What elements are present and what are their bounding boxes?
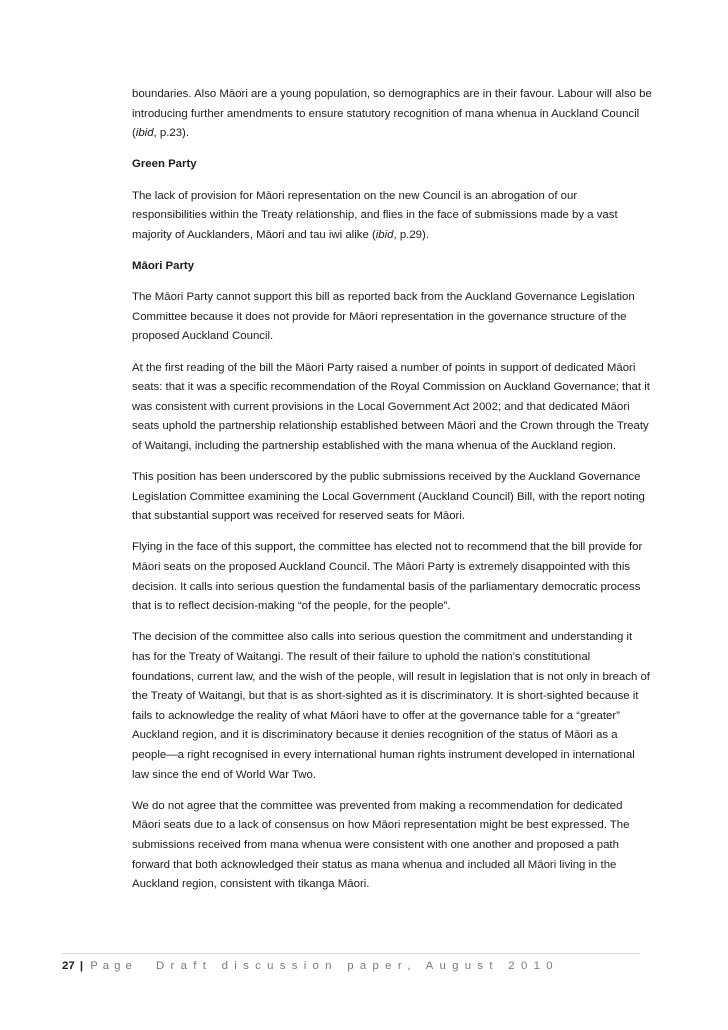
body-paragraph <box>132 288 652 347</box>
page-number: 27 <box>62 960 75 972</box>
body-paragraph <box>132 187 652 246</box>
page-label: Page <box>90 960 137 972</box>
document-title: Draft discussion paper, August 2010 <box>155 960 559 972</box>
paragraph-text: The lack of provision for Māori representation on the new Council is an abrogation of our responsibilities within the Treaty relationship, and flies in the face of submissions made by a vast majority of Aucklanders, Māori and tau iwi alike ( <box>132 189 618 241</box>
section-heading <box>132 155 652 175</box>
paragraph-text: Māori Party <box>132 259 195 272</box>
page-footer <box>62 953 640 974</box>
paragraph-text: Flying in the face of this support, the committee has elected not to recommend that the bill provide for Māori seats on the proposed Auckland Council. The Māori Party is extremely disappointed with this decision. It calls into serious question the fundamental basis of the parliamentary democratic process that is to reflect decision-making “of the people, for the people”. <box>132 541 643 613</box>
paragraph-text: This position has been underscored by the public submissions received by the Auckland Governance Legislation Committee examining the Local Government (Auckland Council) Bill, with the report noting that substantial support was received for reserved seats for Māori. <box>132 471 645 523</box>
body-paragraph <box>132 797 652 895</box>
body-paragraph <box>132 628 652 785</box>
citation-ibid: ibid <box>135 127 154 140</box>
footer-separator: | <box>79 960 84 972</box>
paragraph-text: At the first reading of the bill the Māori Party raised a number of points in support of dedicated Māori seats: that it was a specific recommendation of the Royal Commission on Auckland Governance; that it was consistent with current provisions in the Local Government Act 2002; and that dedicated Māori seats uphold the partnership relationship established between Māori and the Crown through the Treaty of Waitangi, including the partnership established with the mana whenua of the Auckland region. <box>132 361 650 452</box>
body-paragraph <box>132 538 652 616</box>
paragraph-text: , p.23). <box>153 127 189 140</box>
section-heading <box>132 257 652 277</box>
body-paragraph <box>132 359 652 457</box>
body-paragraph <box>132 468 652 527</box>
paragraph-text: boundaries. Also Māori are a young population, so demographics are in their favour. Labour will also be introducing further amendments to ensure statutory recognition of mana whenua in Auckland Council ( <box>132 88 652 140</box>
paragraph-text: , p.29). <box>393 228 429 241</box>
paragraph-text: The Māori Party cannot support this bill as reported back from the Auckland Governance Legislation Committee because it does not provide for Māori representation in the governance structure of the proposed Auckland Council. <box>132 291 635 343</box>
citation-ibid: ibid <box>375 228 394 241</box>
page-body <box>132 85 652 906</box>
body-paragraph <box>132 85 652 144</box>
paragraph-text: The decision of the committee also calls into serious question the commitment and understanding it has for the Treaty of Waitangi. The result of their failure to uphold the nation’s constitutional foundations, current law, and the wish of the people, will result in legislation that is not only in breach of the Treaty of Waitangi, but that is as short-sighted as it is discriminatory. It is short-sighted because it fails to acknowledge the reality of what Māori have to offer at the governance table for a “greater” Auckland region, and it is discriminatory because it denies recognition of the status of Māori as a people—a right recognised in every international human rights instrument developed in international law since the end of World War Two. <box>132 631 650 781</box>
paragraph-text: We do not agree that the committee was prevented from making a recommendation for dedicated Māori seats due to a lack of consensus on how Māori representation might be best expressed. The submissions received from mana whenua were consistent with one another and proposed a path forward that both acknowledged their status as mana whenua and included all Māori living in the Auckland region, consistent with tikanga Māori. <box>132 799 630 891</box>
paragraph-text: Green Party <box>132 158 197 171</box>
